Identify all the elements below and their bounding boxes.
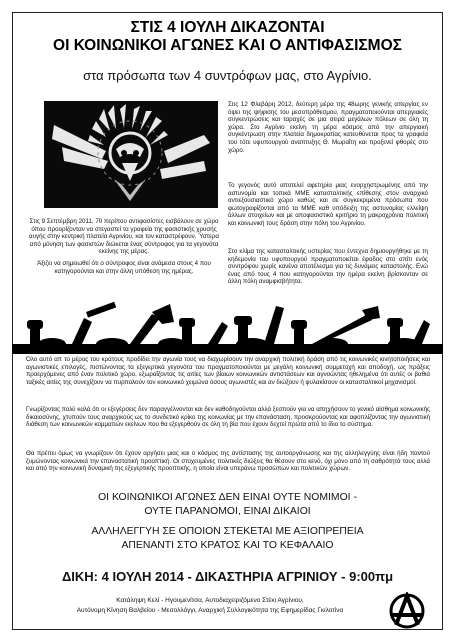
bird-sun-mask-illustration-icon <box>44 101 218 208</box>
headline-line-1: ΣΤΙΣ 4 ΙΟΥΛΗ ΔΙΚΑΖΟΝΤΑΙ <box>130 19 325 36</box>
slogan-line-1: ΟΙ ΚΟΙΝΩΝΙΚΟΙ ΑΓΩΝΕΣ ΔΕΝ ΕΙΝΑΙ ΟΥΤΕ ΝΟΜΙΜΟΙ - <box>98 492 357 503</box>
subtitle: στα πρόσωπα των 4 συντρόφων μας, στο Αγρίνιο. <box>83 68 372 83</box>
body-paragraph-3: Θα πρέπει όμως να γνωρίζουν ότι έχουν αργήσει μιας και ο κόσμος της αντίστασης της αυτοοργάνωσης και της αλληλεγγύης είναι ήδη παντού ζυμώνοντας κοινωνικά την επαναστατική προοπτική. Οι στοχευμένες πολιτικές διώξεις θα θέσουν στο κενό, όχι μόνο από τη σαθρότητά τους αλλά και από την κοινωνική δυναμική της εξεγερτικής προοπτικής, η οποία είναι υπεράνω προσώπων και πολιτικών χώρων. <box>26 450 430 473</box>
footer-line-1: Κατάληψη Κελί - Ηγουμενίτσα, Αυτοδιαχειριζόμενο Στέκι Αγρίνιου, <box>116 597 304 604</box>
headline-line-2: ΟΙ ΚΟΙΝΩΝΙΚΟΙ ΑΓΩΝΕΣ ΚΑΙ Ο ΑΝΤΙΦΑΣΙΣΜΟΣ <box>53 37 402 54</box>
left-paragraph-1: Στις 9 Σεπτέμβρη 2011, 70 περίπου αντιφασίστες εισβάλουν σε χώρο όπου προορίζονταν να στεγαστεί τα γραφεία της φασιστικής χρυσής αυγής στην κεντρική πλατεία Αγρινίου, και τον καταστρέφουν. Ύστερα από μόνηση των φασιστών διώκεται ένας σύντροφος για τα γεγονότα εκείνης της μέρας. <box>29 218 219 256</box>
body-paragraph-1: Όλο αυτό απ το μέρος του κράτους προδίδει την αγωνία τους να διαχωρίσουν την αναρχική πολιτική δράση από τις κοινωνικές κινητοποιήσεις και αγωνιστικές επιλογές, πιστώνοντας τα εξεγερτικά γεγονότα του πραγματοποιούνται με μεγάλη κοινωνική συμμετοχή και αποδοχή, ως πράξεις προερχόμενες από έναν πολιτικό χώρο, εξωραΐζοντας τις αιτίες των βίαιων κοινωνικών αντιστάσεων και αγνοώντας ηθελημένα ότι αυτές οι βαθιά ταξικές αιτίες της συνεχίζουν να πυρπολούν τον κοινωνικό χειμώνα όσους αγωνιστές και αν διώξουν ή φυλακίσουν οι κατασταλτικοί μηχανισμοί. <box>26 356 430 386</box>
right-paragraph-1: Στις 12 Φλεβάρη 2012, δεύτερη μέρα της 48ωρης γενικής απεργίας εν όψει της ψήφισης του μεσοπρόθεσμου, πραγματοποιούνται απεργιακές συγκεντρώσεις και ταραχές σε μια σειρά μεγάλων πόλεων σε όλη τη χώρα. Στο Αγρίνιο εκείνη τη μέρα κόσμος από την απεργιακή συγκέντρωση στην πλατεία δημοκρατίας κατευθύνεται προς τα γραφεία του τότε υφυπουργού αναπτυξης Θ. Μωραΐτη και προξενεί φθορές στο χώρο. <box>228 101 428 154</box>
circle-a-anarchy-icon <box>388 592 426 630</box>
left-paragraph-2: Άξιζει να σημειωθεί ότι ο σύντροφος είναι ανάμεσα στους 4 που κατηγορούνται και στην άλλη υπόθεση της ημέρας. <box>37 260 211 275</box>
slogan-line-2: ΟΥΤΕ ΠΑΡΑΝΟΜΟΙ, ΕΙΝΑΙ ΔΙΚΑΙΟΙ <box>144 506 311 517</box>
slogan-line-3: ΑΛΛΗΛΕΓΓΥΗ ΣΕ ΟΠΟΙΟΝ ΣΤΕΚΕΤΑΙ ΜΕ ΑΞΙΟΠΡΕΠΕΙΑ <box>91 526 364 537</box>
right-paragraph-3: Στο κλίμα της κατασταλτικής υστερίας που έντεχνα δημιουργήθηκε με τη κηδεμονία του υφυπουργού πραγματοποιείται έφοδος στο σπίτι ενός συντρόφου χωρίς κανένα αποτέλεσμα για τις δυνάμεις καταστολής. Ενώ ένας από τους 4 που κατηγορούνται την ημέρα εκείνη βρίσκονταν σε άλλη πόλη αναμφισβήτητα. <box>228 248 428 286</box>
body-paragraph-2: Γνωρίζοντας πολύ καλά ότι οι εξεγέρσεις δεν παραγγέλνονται και δεν καθοδηγούνται αλλά ξεσπούν για να απηχήσουν το γενικό αίσθημα κοινωνικής δικαιοσύνης, χτυπούν τους αναρχικούς ως το συνδετικό κρίκο της κοινωνίας με την επανάσταση, προσκρούοντας και αφοπλίζοντας την αγωνιστική διάθεση των κοινωνικών κομματιών εκείνων που θα εξεγερθούν σε όλη τη βία που έχουν δεχτεί πρώτα από το ίδιο το σύστημα. <box>26 406 430 429</box>
right-paragraph-2: Το γεγονός αυτό αποτελεί αφετηρία μιας ενορχηστρωμένης από την αστυνομία και τοπικά ΜΜΕ κατασταλτικής επίθεσης στον αναρχικό αντιεξουσιαστικό χώρο καθώς και σε συγκεκριμένα πρόσωπα που φωτογραφίζονται από τα ΜΜΕ καθ υπόδειξη της αστυνομίας ελλείψη άλλων στοιχείων και με αποφασιστικό κριτήριο τη μακροχρόνια πολιτική και κοινωνική τους δράση στην πόλη του Αγρινίου. <box>228 182 428 227</box>
raised-fists-crowd-icon <box>12 300 443 354</box>
footer-line-2: Αυτόνομη Κίνηση Βαλβείου - Μεσολλόγγι, Αναρχική Συλλογικότητα της Εφημερίδας Γκιλοτίνα <box>76 607 344 614</box>
slogan-line-4: ΑΠΕΝΑΝΤΙ ΣΤΟ ΚΡΑΤΟΣ ΚΑΙ ΤΟ ΚΕΦΑΛΑΙΟ <box>121 540 334 551</box>
trial-date-line: ΔΙΚΗ: 4 ΙΟΥΛΗ 2014 - ΔΙΚΑΣΤΗΡΙΑ ΑΓΡΙΝΙΟΥ - 9:00πμ <box>61 569 394 584</box>
